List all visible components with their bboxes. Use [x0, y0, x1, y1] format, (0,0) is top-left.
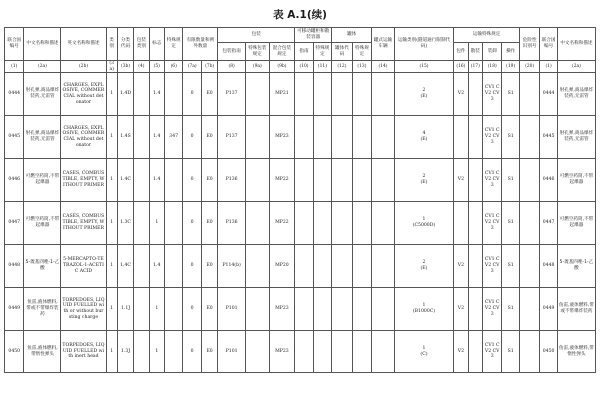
- special-provision: [164, 288, 182, 331]
- cn-name: 5-巯基四唑-1-乙酸: [24, 245, 61, 288]
- column-number: (17): [468, 61, 482, 73]
- table-row: [5, 288, 596, 331]
- mixed-packing: MP23: [269, 331, 295, 373]
- hdr-transport-category: 运输类别(隧道通行限制代码): [394, 28, 454, 61]
- pt-instruction: [295, 159, 313, 202]
- pt-instruction: [295, 73, 313, 116]
- transport-category: [394, 116, 454, 159]
- hazard-id: [519, 202, 540, 245]
- pt-special: [313, 202, 331, 245]
- un-number: 0448: [5, 245, 24, 288]
- column-number-row: [5, 61, 596, 73]
- column-number: (9a): [245, 61, 269, 73]
- en-name: CHARGES, EXPLOSIVE, COMMERCIAL without detonator: [61, 73, 106, 116]
- class-code: 1.4D: [117, 73, 133, 116]
- packages-provision: V2: [454, 159, 468, 202]
- un-number: 0447: [5, 202, 24, 245]
- packages-provision: V2: [454, 288, 468, 331]
- hdr-class-code: 分类代码: [117, 28, 133, 61]
- tank-code: [332, 202, 353, 245]
- hdr-tank-code: 罐体代码: [332, 43, 353, 61]
- tank-code: [332, 331, 353, 373]
- mixed-packing: MP22: [269, 202, 295, 245]
- special-packing: [245, 331, 269, 373]
- hazard-id: [519, 331, 540, 373]
- hdr-cn-name: 中文名称和描述: [24, 28, 61, 61]
- tank-vehicle: [372, 202, 395, 245]
- pt-special: [313, 159, 331, 202]
- pt-special: [313, 73, 331, 116]
- un-number: 0450: [5, 331, 24, 373]
- transport-category-value: 4: [422, 131, 426, 137]
- packages-provision: V2: [454, 73, 468, 116]
- column-number: (1): [5, 61, 24, 73]
- en-name: CHARGES, EXPLOSIVE, COMMERCIAL without detonator: [61, 116, 106, 159]
- tank-code: [332, 288, 353, 331]
- hdr-hazard-id: 危险性识别号: [519, 28, 540, 61]
- loading-provision: CV1 CV2 CV3: [482, 245, 501, 288]
- special-provision: [164, 73, 182, 116]
- un-number-repeat: 0444: [540, 73, 557, 116]
- column-number: (3b): [117, 61, 133, 73]
- bulk-provision: [468, 116, 482, 159]
- cn-name-repeat: 可燃空药筒,不带起爆器: [557, 159, 595, 202]
- class: 1: [106, 73, 117, 116]
- tunnel-code: (B1000C): [412, 309, 436, 314]
- tank-vehicle: [372, 116, 395, 159]
- packing-instruction: P136: [218, 202, 246, 245]
- class-code: 1.4S: [117, 116, 133, 159]
- un-number: 0446: [5, 159, 24, 202]
- cn-name-repeat: 5-巯基四唑-1-乙酸: [557, 245, 595, 288]
- tank-vehicle: [372, 159, 395, 202]
- mixed-packing: MP22: [269, 159, 295, 202]
- hdr-portable-tanks: 可移动罐柜和散装容器: [295, 28, 332, 43]
- column-number: (16): [454, 61, 468, 73]
- special-packing: [245, 159, 269, 202]
- column-number: (6): [164, 61, 182, 73]
- packages-provision: [454, 202, 468, 245]
- label: 1.4: [149, 245, 164, 288]
- hdr-packing: 包装: [218, 28, 295, 43]
- excepted-qty: E0: [201, 73, 217, 116]
- tank-special: [352, 245, 372, 288]
- column-number: (8): [218, 61, 246, 73]
- mixed-packing: MP21: [269, 73, 295, 116]
- column-number: (10): [295, 61, 313, 73]
- table-row: [5, 159, 596, 202]
- cn-name-repeat: 射孔弹,商品爆炸装药,无雷管: [557, 116, 595, 159]
- loading-provision: CV1 CV2 CV3: [482, 73, 501, 116]
- label: 1: [149, 202, 164, 245]
- transport-category-value: 1: [422, 345, 426, 351]
- excepted-qty: E0: [201, 202, 217, 245]
- en-name: CASES, COMBUSTIBLE, EMPTY, WITHOUT PRIMER: [61, 159, 106, 202]
- transport-category: [394, 331, 454, 373]
- loading-provision: CV1 CV2 CV3: [482, 331, 501, 373]
- column-number: (11): [313, 61, 331, 73]
- class: 1: [106, 288, 117, 331]
- tank-special: [352, 73, 372, 116]
- tunnel-code: (E): [420, 266, 428, 271]
- en-name: CASES, COMBUSTIBLE, EMPTY, WITHOUT PRIMER: [61, 202, 106, 245]
- pt-instruction: [295, 288, 313, 331]
- packing-instruction: P101: [218, 288, 246, 331]
- column-number: (18): [482, 61, 501, 73]
- bulk-provision: [468, 73, 482, 116]
- loading-provision: CV1 CV2 CV3: [482, 288, 501, 331]
- un-number-repeat: 0449: [540, 288, 557, 331]
- operation-provision: S1: [502, 159, 519, 202]
- packing-instruction: P114(b): [218, 245, 246, 288]
- tunnel-code: (E): [420, 94, 428, 99]
- pt-instruction: [295, 116, 313, 159]
- pt-special: [313, 116, 331, 159]
- tank-special: [352, 159, 372, 202]
- class: 1: [106, 331, 117, 373]
- transport-category: [394, 288, 454, 331]
- pt-special: [313, 331, 331, 373]
- bulk-provision: [468, 159, 482, 202]
- limited-qty: 0: [183, 159, 201, 202]
- hdr-packages: 包件: [454, 43, 468, 61]
- limited-qty: 0: [183, 331, 201, 373]
- column-number: (3a): [106, 61, 117, 73]
- tunnel-code: (E): [420, 137, 428, 142]
- transport-category: [394, 245, 454, 288]
- packing-group: [134, 73, 149, 116]
- class: 1: [106, 116, 117, 159]
- limited-qty: 0: [183, 116, 201, 159]
- tunnel-code: (C5000D): [412, 223, 436, 228]
- packages-provision: [454, 116, 468, 159]
- column-number: (9b): [269, 61, 295, 73]
- column-number: (5): [149, 61, 164, 73]
- label: 1: [149, 331, 164, 373]
- excepted-qty: E0: [201, 245, 217, 288]
- cn-name: 可燃空药筒,不带起爆器: [24, 202, 61, 245]
- hdr-class: 类别: [106, 28, 117, 61]
- cn-name: 射孔弹,商品爆炸装药,无雷管: [24, 73, 61, 116]
- un-number: 0445: [5, 116, 24, 159]
- cn-name-repeat: 可燃空药筒,不带起爆器: [557, 202, 595, 245]
- packing-instruction: P137: [218, 73, 246, 116]
- cn-name-repeat: 鱼雷,液体燃料,带惰性弹头: [557, 331, 595, 373]
- hdr-un-no-repeat: 联合国编号: [540, 28, 557, 61]
- table-body: [5, 73, 596, 373]
- class-code: 1.3J: [117, 331, 133, 373]
- bulk-provision: [468, 245, 482, 288]
- tunnel-code: (C): [420, 351, 428, 357]
- hdr-tank-special: 特殊规定: [352, 43, 372, 61]
- column-number: (13): [352, 61, 372, 73]
- un-number-repeat: 0450: [540, 331, 557, 373]
- limited-qty: 0: [183, 245, 201, 288]
- special-packing: [245, 288, 269, 331]
- special-packing: [245, 73, 269, 116]
- column-number: (19): [502, 61, 519, 73]
- class-code: 1.4C: [117, 159, 133, 202]
- label: 1.4: [149, 159, 164, 202]
- loading-provision: CV1 CV2 CV3: [482, 159, 501, 202]
- hdr-limited-excepted: 有限数量和例外数量: [183, 28, 218, 61]
- special-provision: [164, 245, 182, 288]
- tank-special: [352, 331, 372, 373]
- en-name: 5-MERCAPTO-TETRAZOL-1-ACETIC ACID: [61, 245, 106, 288]
- cn-name-repeat: 射孔弹,商品爆炸装药,无雷管: [557, 73, 595, 116]
- cn-name: 可燃空药筒,不带起爆器: [24, 159, 61, 202]
- column-number: (2a): [24, 61, 61, 73]
- mixed-packing: MP23: [269, 116, 295, 159]
- transport-category-value: 1: [422, 303, 426, 309]
- transport-category: [394, 73, 454, 116]
- class: 1: [106, 159, 117, 202]
- label: 1: [149, 288, 164, 331]
- column-number: (2a): [557, 61, 595, 73]
- excepted-qty: E0: [201, 159, 217, 202]
- hdr-special-packing: 特殊包装规定: [245, 43, 269, 61]
- transport-category: [394, 159, 454, 202]
- tank-vehicle: [372, 288, 395, 331]
- loading-provision: CV1 CV2 CV3: [482, 116, 501, 159]
- special-packing: [245, 245, 269, 288]
- transport-category-value: 1: [422, 217, 426, 223]
- hdr-un-no: 联合国编号: [5, 28, 24, 61]
- tank-vehicle: [372, 331, 395, 373]
- dangerous-goods-table: [4, 27, 596, 373]
- tank-code: [332, 73, 353, 116]
- tank-code: [332, 116, 353, 159]
- hazard-id: [519, 159, 540, 202]
- column-number: (1): [540, 61, 557, 73]
- un-number-repeat: 0445: [540, 116, 557, 159]
- pt-special: [313, 245, 331, 288]
- tank-vehicle: [372, 73, 395, 116]
- bulk-provision: [468, 202, 482, 245]
- column-number: (7a): [183, 61, 201, 73]
- hdr-operation: 操作: [502, 43, 519, 61]
- hazard-id: [519, 288, 540, 331]
- transport-category: [394, 202, 454, 245]
- operation-provision: S1: [502, 245, 519, 288]
- table-row: [5, 116, 596, 159]
- hdr-vehicle-for-tank: 罐式运输车辆: [372, 28, 395, 61]
- packing-group: [134, 245, 149, 288]
- table-row: [5, 73, 596, 116]
- hdr-packing-group: 包装类别: [134, 28, 149, 61]
- packages-provision: V2: [454, 331, 468, 373]
- cn-name: 鱼雷,液体燃料,带惰性弹头: [24, 331, 61, 373]
- operation-provision: S1: [502, 288, 519, 331]
- hdr-tanks: 罐体: [332, 28, 372, 43]
- class-code: 1.4C: [117, 245, 133, 288]
- packing-group: [134, 331, 149, 373]
- tank-code: [332, 245, 353, 288]
- tank-special: [352, 202, 372, 245]
- table-row: [5, 245, 596, 288]
- hazard-id: [519, 245, 540, 288]
- class-code: 1.3C: [117, 202, 133, 245]
- hdr-cn-name-repeat: 中文名称和描述: [557, 28, 595, 61]
- packing-instruction: P136: [218, 159, 246, 202]
- operation-provision: S1: [502, 116, 519, 159]
- operation-provision: S1: [502, 73, 519, 116]
- column-number: (7b): [201, 61, 217, 73]
- hdr-labels: 标志: [149, 28, 164, 61]
- tank-code: [332, 159, 353, 202]
- pt-instruction: [295, 245, 313, 288]
- en-name: TORPEDOES, LIQUID FUELLED with inert head: [61, 331, 106, 373]
- special-packing: [245, 116, 269, 159]
- packing-instruction: P101: [218, 331, 246, 373]
- transport-category-value: 2: [422, 88, 426, 94]
- class: 1: [106, 202, 117, 245]
- table-title: 表 A.1(续): [273, 9, 327, 21]
- column-number: (14): [372, 61, 395, 73]
- limited-qty: 0: [183, 288, 201, 331]
- column-number: (4): [134, 61, 149, 73]
- packing-group: [134, 116, 149, 159]
- special-provision: 347: [164, 116, 182, 159]
- hdr-pt-instructions: 指南: [295, 43, 313, 61]
- hdr-bulk: 散装: [468, 43, 482, 61]
- operation-provision: S1: [502, 202, 519, 245]
- hdr-en-name: 英文名称和描述: [61, 28, 106, 61]
- un-number: 0449: [5, 288, 24, 331]
- pt-instruction: [295, 202, 313, 245]
- column-number: (12): [332, 61, 353, 73]
- packing-group: [134, 288, 149, 331]
- special-packing: [245, 202, 269, 245]
- column-number: (2b): [61, 61, 106, 73]
- hdr-special-provisions-transport: 运输特殊规定: [454, 28, 520, 43]
- class: 1: [106, 245, 117, 288]
- bulk-provision: [468, 331, 482, 373]
- limited-qty: 0: [183, 202, 201, 245]
- transport-category-value: 2: [422, 260, 426, 266]
- tank-vehicle: [372, 245, 395, 288]
- tank-special: [352, 116, 372, 159]
- hazard-id: [519, 116, 540, 159]
- packing-instruction: P137: [218, 116, 246, 159]
- hdr-mixed-packing: 混合包装规定: [269, 43, 295, 61]
- special-provision: [164, 202, 182, 245]
- limited-qty: 0: [183, 73, 201, 116]
- column-number: (15): [394, 61, 454, 73]
- excepted-qty: E0: [201, 288, 217, 331]
- cn-name-repeat: 鱼雷,液体燃料,带或不带爆炸装药: [557, 288, 595, 331]
- packages-provision: V2: [454, 245, 468, 288]
- column-number: (20): [519, 61, 540, 73]
- operation-provision: S1: [502, 331, 519, 373]
- excepted-qty: E0: [201, 116, 217, 159]
- hazard-id: [519, 73, 540, 116]
- hdr-packing-instructions: 包装指南: [218, 43, 246, 61]
- un-number-repeat: 0447: [540, 202, 557, 245]
- mixed-packing: MP20: [269, 245, 295, 288]
- hdr-pt-special: 特殊规定: [313, 43, 331, 61]
- special-provision: [164, 159, 182, 202]
- packing-group: [134, 202, 149, 245]
- loading-provision: CV1 CV2 CV3: [482, 202, 501, 245]
- table-row: [5, 202, 596, 245]
- packing-group: [134, 159, 149, 202]
- pt-special: [313, 288, 331, 331]
- class-code: 1.1J: [117, 288, 133, 331]
- table-row: [5, 331, 596, 373]
- mixed-packing: MP23: [269, 288, 295, 331]
- hdr-loading: 装卸: [482, 43, 501, 61]
- hdr-special-provisions: 特殊规定: [164, 28, 182, 61]
- un-number-repeat: 0448: [540, 245, 557, 288]
- un-number-repeat: 0446: [540, 159, 557, 202]
- tunnel-code: (E): [420, 180, 428, 185]
- label: 1.4: [149, 73, 164, 116]
- special-provision: [164, 331, 182, 373]
- cn-name: 鱼雷,液体燃料,带或不带爆炸装药: [24, 288, 61, 331]
- un-number: 0444: [5, 73, 24, 116]
- label: 1.4: [149, 116, 164, 159]
- cn-name: 射孔弹,商品爆炸装药,无雷管: [24, 116, 61, 159]
- bulk-provision: [468, 288, 482, 331]
- en-name: TORPEDOES, LIQUID FUELLED with or without bursting charge: [61, 288, 106, 331]
- tank-special: [352, 288, 372, 331]
- transport-category-value: 2: [422, 174, 426, 180]
- excepted-qty: E0: [201, 331, 217, 373]
- pt-instruction: [295, 331, 313, 373]
